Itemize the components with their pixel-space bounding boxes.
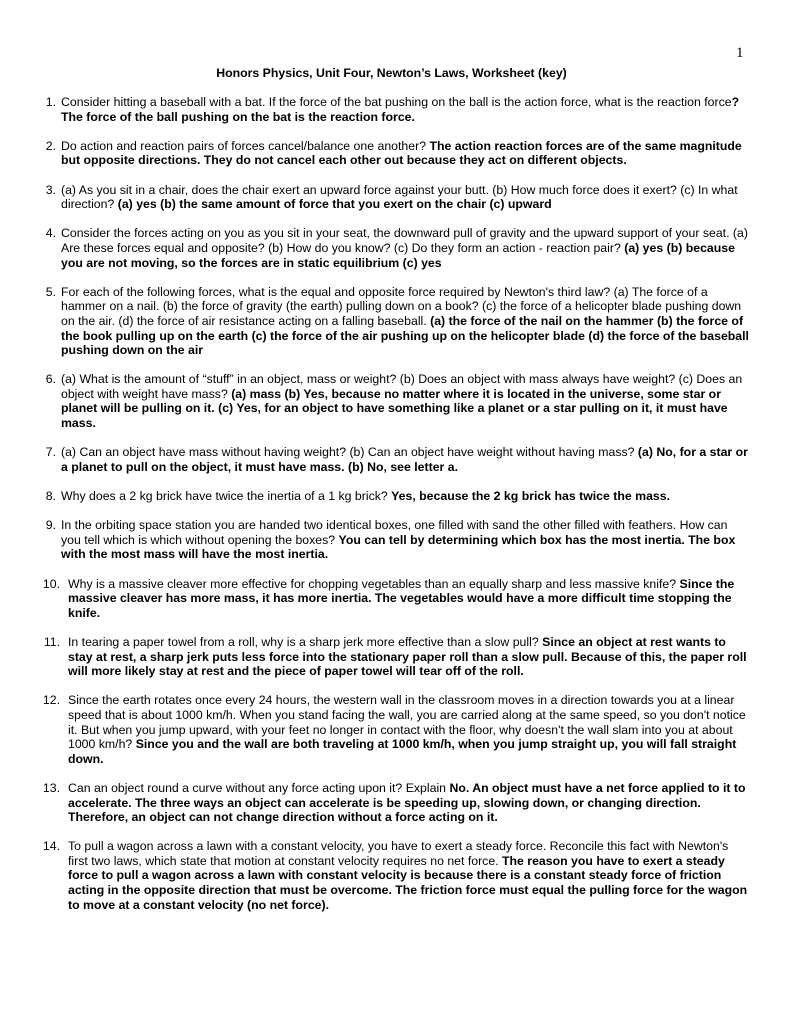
answer-text: The action reaction forces are of the same magnitude but opposite directions. They do not cancel each other out because they act on different objects. bbox=[61, 138, 742, 168]
answer-text: Since an object at rest wants to stay at rest, a sharp jerk puts less force into the stationary paper roll than a slow pull. Because of this, the paper roll will more likely stay at rest and the piece of paper towel will tear off of the roll. bbox=[68, 634, 747, 679]
page-number: 1 bbox=[736, 45, 744, 61]
question-number: 14. bbox=[42, 839, 60, 854]
question-item bbox=[0, 226, 750, 270]
answer-text: Yes, because the 2 kg brick has twice the mass. bbox=[391, 489, 671, 504]
question-number: 5. bbox=[45, 284, 56, 299]
question-item bbox=[0, 445, 750, 474]
question-item bbox=[0, 183, 750, 212]
question-text: Consider the forces acting on you as you sit in your seat, the downward pull of gravity and the upward support of your seat. (a) Are these forces equal and opposite? (b) How do you know? (c) Do they form an action - reaction pair? bbox=[61, 226, 748, 255]
question-number: 3. bbox=[45, 182, 56, 197]
document-title: Honors Physics, Unit Four, Newton’s Laws, Worksheet (key) bbox=[216, 66, 567, 80]
question-number: 12. bbox=[42, 693, 60, 708]
question-number: 8. bbox=[45, 489, 56, 504]
answer-text: (a) No, for a star or a planet to pull on the object, it must have mass. (b) No, see letter a. bbox=[61, 445, 748, 474]
question-text: Can an object round a curve without any force acting upon it? Explain bbox=[68, 780, 447, 795]
question-list bbox=[0, 95, 791, 927]
answer-text: ? The force of the ball pushing on the bat is the reaction force. bbox=[61, 95, 740, 124]
question-item bbox=[0, 781, 750, 825]
answer-text: (a) yes (b) the same amount of force that you exert on the chair (c) upward bbox=[117, 197, 552, 212]
answer-text: (a) the force of the nail on the hammer (b) the force of the book pulling up on the earth (c) the force of the air pushing up on the helicopter blade (d) the force of the baseball pushing down on the air bbox=[61, 313, 749, 358]
answer-text: (a) yes (b) because you are not moving, so the forces are in static equilibrium (c) yes bbox=[61, 240, 735, 270]
question-text: To pull a wagon across a lawn with a constant velocity, you have to exert a steady force. Reconcile this fact with Newton's first two laws, which state that motion at constant velocity requires no net force. bbox=[68, 839, 729, 868]
answer-text: Since the massive cleaver has more mass, it has more inertia. The vegetables would have a more difficult time stopping the knife. bbox=[68, 576, 735, 620]
question-item bbox=[0, 489, 750, 504]
question-number: 7. bbox=[45, 445, 56, 460]
question-item bbox=[0, 839, 750, 912]
question-number: 13. bbox=[42, 780, 60, 795]
question-item bbox=[0, 372, 750, 430]
question-number: 11. bbox=[43, 634, 60, 649]
question-text: Why does a 2 kg brick have twice the inertia of a 1 kg brick? bbox=[61, 489, 388, 504]
answer-text: You can tell by determining which box has the most inertia. The box with the most mass will have the most inertia. bbox=[61, 532, 736, 562]
question-number: 10. bbox=[42, 576, 60, 591]
question-number: 1. bbox=[45, 95, 56, 109]
question-text: Do action and reaction pairs of forces cancel/balance one another? bbox=[61, 138, 427, 153]
question-item bbox=[0, 518, 750, 562]
question-item bbox=[0, 693, 750, 766]
question-number: 4. bbox=[45, 226, 56, 241]
question-number: 6. bbox=[45, 372, 56, 387]
question-text: (a) As you sit in a chair, does the chair exert an upward force against your butt. (b) How much force does it exert? (c) In what direction? bbox=[61, 182, 738, 212]
question-item bbox=[0, 285, 750, 358]
question-text: Since the earth rotates once every 24 hours, the western wall in the classroom moves in a direction towards you at a linear speed that is about 1000 km/h. When you stand facing the wall, you are carried along at the same speed, so you don't notice it. But when you jump upward, with your feet no longer in contact with the floor, why doesn't the wall slam into you at about 1000 km/h? bbox=[68, 693, 746, 752]
answer-text: No. An object must have a net force applied to it to accelerate. The three ways an object can accelerate is be speeding up, slowing down, or changing direction. Therefore, an object can not change direction without a force acting on it. bbox=[68, 780, 746, 825]
question-text: (a) What is the amount of “stuff” in an object, mass or weight? (b) Does an object with mass always have weight? (c) Does an object with weight have mass? bbox=[61, 372, 743, 401]
question-text: In the orbiting space station you are handed two identical boxes, one filled with sand the other filled with feathers. How can you tell which is which without opening the boxes? bbox=[61, 518, 728, 547]
question-text: (a) Can an object have mass without having weight? (b) Can an object have weight without having mass? bbox=[61, 445, 635, 460]
question-item bbox=[0, 95, 750, 124]
question-item bbox=[0, 577, 750, 621]
answer-text: (a) mass (b) Yes, because no matter where it is located in the universe, some star or planet will be pulling on it. (c) Yes, for an object to have something like a planet or a star pulling on it, it must have mass. bbox=[61, 386, 728, 431]
question-item bbox=[0, 635, 750, 679]
question-text: In tearing a paper towel from a roll, why is a sharp jerk more effective than a slow pull? bbox=[68, 634, 539, 649]
question-text: Consider hitting a baseball with a bat. If the force of the bat pushing on the ball is the action force, what is the reaction force bbox=[61, 95, 732, 109]
question-item bbox=[0, 139, 750, 168]
question-text: For each of the following forces, what is the equal and opposite force required by Newton's third law? (a) The force of a hammer on a nail. (b) the force of gravity (the earth) pulling down on a book? (c) the force of a helicopter blade pushing down on the air. (d) the force of air resistance acting on a falling baseball. bbox=[61, 284, 742, 328]
answer-text: Since you and the wall are both traveling at 1000 km/h, when you jump straight up, you will fall straight down. bbox=[68, 737, 737, 766]
question-number: 9. bbox=[45, 518, 56, 533]
question-text: Why is a massive cleaver more effective for chopping vegetables than an equally sharp and less massive knife? bbox=[68, 576, 677, 591]
question-number: 2. bbox=[45, 138, 56, 153]
answer-text: The reason you have to exert a steady force to pull a wagon across a lawn with constant velocity is because there is a constant steady force of friction acting in the opposite direction that must be overcome. The friction force must equal the pulling force for the wagon to move at a constant velocity (no net force). bbox=[68, 853, 748, 912]
